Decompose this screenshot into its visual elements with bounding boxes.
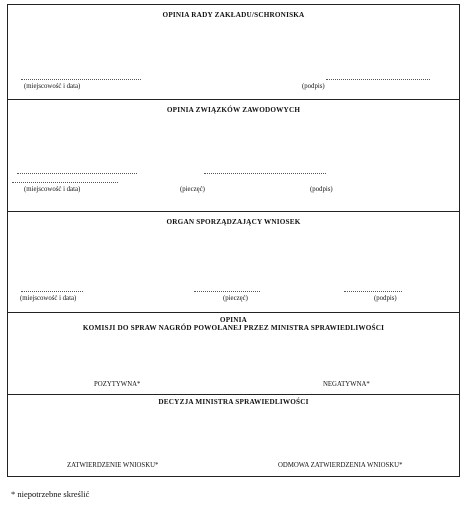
approve-option[interactable]: ZATWIERDZENIE WNIOSKU* bbox=[67, 462, 159, 469]
positive-option[interactable]: POZYTYWNA* bbox=[94, 381, 141, 388]
place-date-label: (miejscowość i data) bbox=[24, 186, 81, 193]
award-application-opinion-form bbox=[7, 4, 460, 477]
stamp-label: (pieczęć) bbox=[223, 295, 248, 302]
place-date-line[interactable] bbox=[17, 173, 137, 174]
signature-line[interactable] bbox=[344, 291, 402, 292]
negative-option[interactable]: NEGATYWNA* bbox=[323, 381, 370, 388]
place-date-label: (miejscowość i data) bbox=[20, 295, 77, 302]
signature-line[interactable] bbox=[326, 79, 430, 80]
place-date-line[interactable] bbox=[21, 291, 83, 292]
stamp-line[interactable] bbox=[194, 291, 260, 292]
section-title: ORGAN SPORZĄDZAJĄCY WNIOSEK bbox=[166, 218, 301, 226]
section-council-opinion bbox=[8, 5, 459, 100]
place-date-line[interactable] bbox=[21, 79, 141, 80]
footnote: * niepotrzebne skreślić bbox=[11, 489, 90, 499]
section-title: OPINIA RADY ZAKŁADU/SCHRONISKA bbox=[162, 11, 305, 19]
section-minister-decision bbox=[8, 395, 459, 476]
signature-label: (podpis) bbox=[374, 295, 397, 302]
place-date-line-continued bbox=[12, 182, 118, 183]
section-commission-opinion bbox=[8, 313, 459, 395]
section-union-opinion bbox=[8, 100, 459, 212]
place-date-label: (miejscowość i data) bbox=[24, 83, 81, 90]
section-title-line2: KOMISJI DO SPRAW NAGRÓD POWOŁANEJ PRZEZ MINISTRA SPRAWIEDLIWOŚCI bbox=[82, 324, 385, 332]
stamp-label: (pieczęć) bbox=[180, 186, 205, 193]
section-issuing-authority bbox=[8, 212, 459, 313]
section-title-line1: OPINIA bbox=[219, 316, 248, 324]
section-title: DECYZJA MINISTRA SPRAWIEDLIWOŚCI bbox=[158, 398, 309, 406]
signature-label: (podpis) bbox=[310, 186, 333, 193]
stamp-signature-line[interactable] bbox=[204, 173, 326, 174]
reject-option[interactable]: ODMOWA ZATWIERDZENIA WNIOSKU* bbox=[278, 462, 403, 469]
section-title: OPINIA ZWIĄZKÓW ZAWODOWYCH bbox=[166, 106, 301, 114]
signature-label: (podpis) bbox=[302, 83, 325, 90]
